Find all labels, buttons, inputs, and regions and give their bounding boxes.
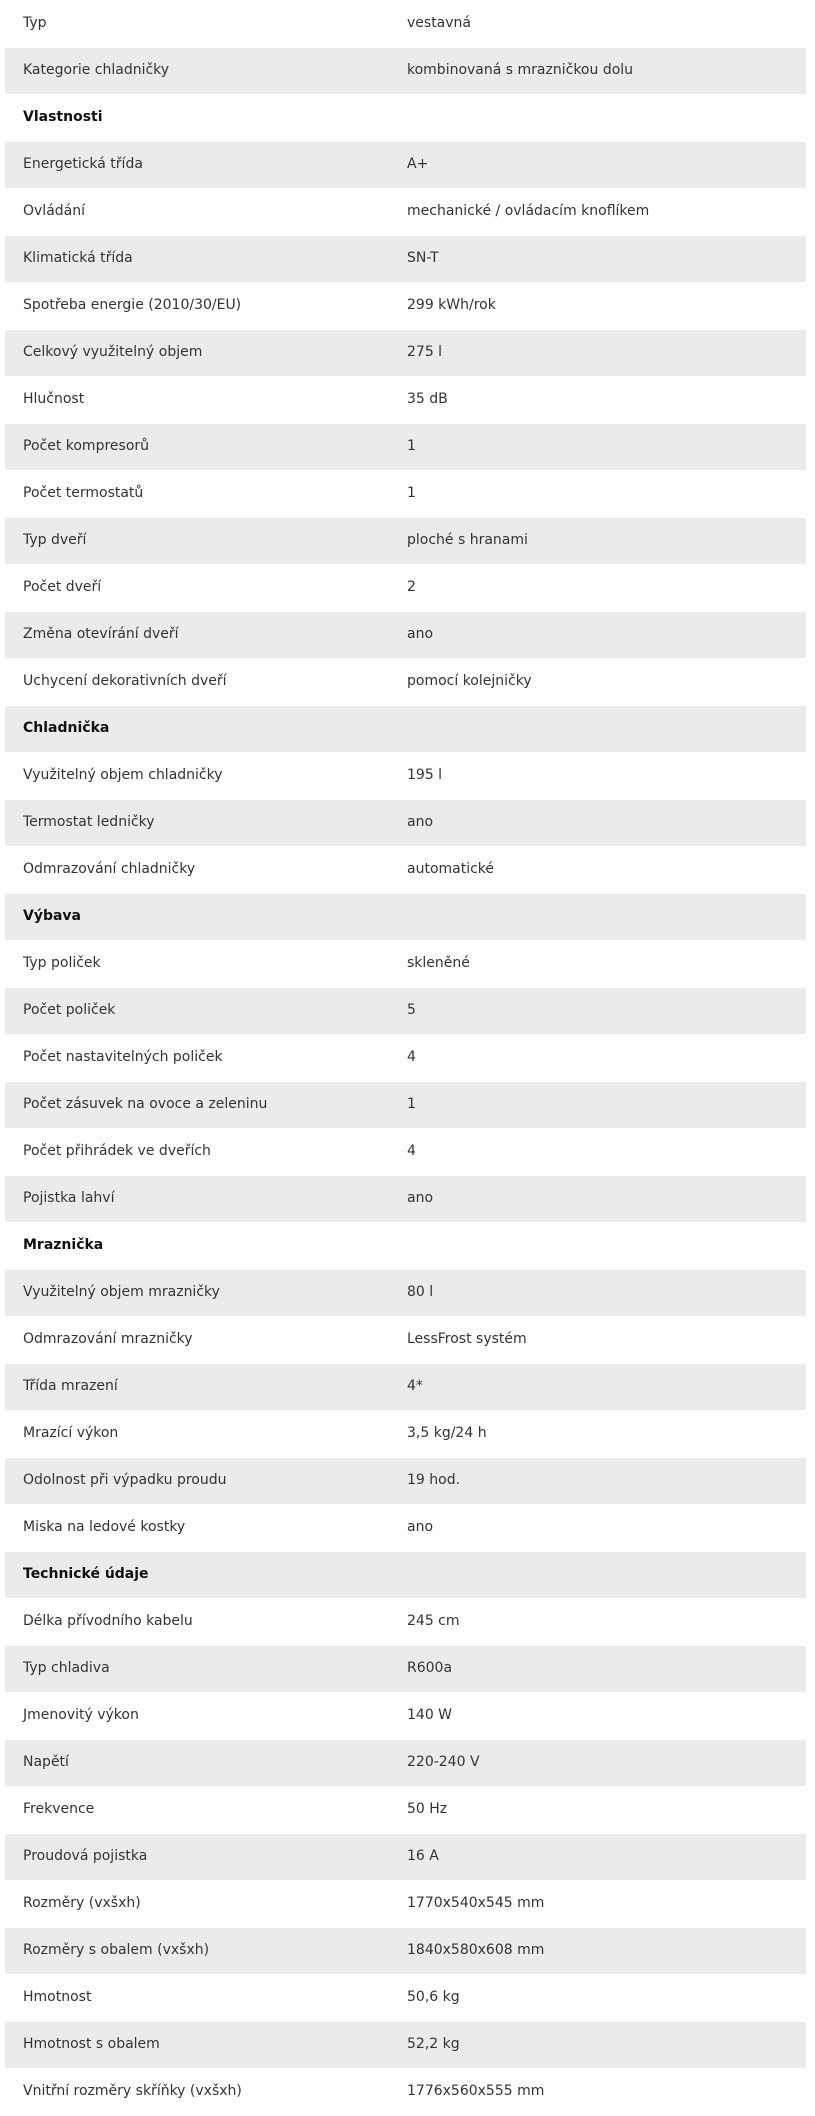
- spec-row: [5, 1786, 806, 1833]
- spec-value: skleněné: [405, 940, 806, 987]
- spec-row: [5, 1974, 806, 2021]
- spec-row: [5, 329, 806, 376]
- spec-value: 80 l: [405, 1269, 806, 1316]
- spec-row: [5, 517, 806, 564]
- section-title: Vlastnosti: [5, 94, 405, 141]
- spec-value: ploché s hranami: [405, 517, 806, 564]
- spec-label: Využitelný objem chladničky: [5, 752, 405, 799]
- spec-value: 4: [405, 1128, 806, 1175]
- spec-row: [5, 1034, 806, 1081]
- spec-row: [5, 1598, 806, 1645]
- spec-row: [5, 423, 806, 470]
- spec-label: Typ dveří: [5, 517, 405, 564]
- spec-label: Kategorie chladničky: [5, 47, 405, 94]
- spec-label: Počet kompresorů: [5, 423, 405, 470]
- section-title: Výbava: [5, 893, 405, 940]
- spec-value: 220-240 V: [405, 1739, 806, 1786]
- section-header-row: [5, 893, 806, 940]
- spec-value: 1: [405, 470, 806, 517]
- spec-label: Odolnost při výpadku proudu: [5, 1457, 405, 1504]
- spec-row: [5, 282, 806, 329]
- spec-value: 4: [405, 1034, 806, 1081]
- spec-row: [5, 846, 806, 893]
- spec-label: Ovládání: [5, 188, 405, 235]
- spec-value: pomocí kolejničky: [405, 658, 806, 705]
- spec-label: Počet dveří: [5, 564, 405, 611]
- spec-row: [5, 141, 806, 188]
- section-title: Mraznička: [5, 1222, 405, 1269]
- section-empty-cell: [405, 1222, 806, 1269]
- spec-row: [5, 564, 806, 611]
- section-empty-cell: [405, 1551, 806, 1598]
- spec-value: 1776x560x555 mm: [405, 2068, 806, 2115]
- spec-row: [5, 1457, 806, 1504]
- spec-value: ano: [405, 1504, 806, 1551]
- spec-label: Pojistka lahví: [5, 1175, 405, 1222]
- spec-label: Typ chladiva: [5, 1645, 405, 1692]
- spec-row: [5, 752, 806, 799]
- section-empty-cell: [405, 705, 806, 752]
- spec-value: 16 A: [405, 1833, 806, 1880]
- section-empty-cell: [405, 893, 806, 940]
- spec-value: ano: [405, 611, 806, 658]
- spec-row: [5, 47, 806, 94]
- spec-value: LessFrost systém: [405, 1316, 806, 1363]
- spec-value: vestavná: [405, 0, 806, 47]
- spec-value: 275 l: [405, 329, 806, 376]
- spec-label: Třída mrazení: [5, 1363, 405, 1410]
- spec-row: [5, 1410, 806, 1457]
- spec-value: mechanické / ovládacím knoflíkem: [405, 188, 806, 235]
- section-header-row: [5, 1551, 806, 1598]
- spec-row: [5, 940, 806, 987]
- spec-row: [5, 1692, 806, 1739]
- spec-label: Délka přívodního kabelu: [5, 1598, 405, 1645]
- spec-value: ano: [405, 1175, 806, 1222]
- spec-label: Počet poliček: [5, 987, 405, 1034]
- spec-value: 140 W: [405, 1692, 806, 1739]
- spec-value: 195 l: [405, 752, 806, 799]
- section-title: Chladnička: [5, 705, 405, 752]
- section-empty-cell: [405, 94, 806, 141]
- spec-row: [5, 1175, 806, 1222]
- spec-label: Klimatická třída: [5, 235, 405, 282]
- spec-label: Využitelný objem mrazničky: [5, 1269, 405, 1316]
- spec-row: [5, 1081, 806, 1128]
- spec-value: 35 dB: [405, 376, 806, 423]
- spec-row: [5, 1128, 806, 1175]
- spec-value: 19 hod.: [405, 1457, 806, 1504]
- spec-label: Rozměry s obalem (vxšxh): [5, 1927, 405, 1974]
- section-header-row: [5, 705, 806, 752]
- spec-value: 3,5 kg/24 h: [405, 1410, 806, 1457]
- spec-label: Změna otevírání dveří: [5, 611, 405, 658]
- spec-row: [5, 987, 806, 1034]
- spec-row: [5, 470, 806, 517]
- spec-label: Hmotnost: [5, 1974, 405, 2021]
- spec-value: SN-T: [405, 235, 806, 282]
- spec-value: R600a: [405, 1645, 806, 1692]
- spec-row: [5, 0, 806, 47]
- section-header-row: [5, 94, 806, 141]
- section-header-row: [5, 1222, 806, 1269]
- spec-label: Počet zásuvek na ovoce a zeleninu: [5, 1081, 405, 1128]
- spec-row: [5, 611, 806, 658]
- spec-row: [5, 2068, 806, 2115]
- spec-row: [5, 1833, 806, 1880]
- spec-row: [5, 235, 806, 282]
- spec-label: Proudová pojistka: [5, 1833, 405, 1880]
- spec-label: Miska na ledové kostky: [5, 1504, 405, 1551]
- spec-row: [5, 1880, 806, 1927]
- spec-label: Uchycení dekorativních dveří: [5, 658, 405, 705]
- spec-label: Typ: [5, 0, 405, 47]
- spec-label: Odmrazování mrazničky: [5, 1316, 405, 1363]
- spec-value: 1840x580x608 mm: [405, 1927, 806, 1974]
- spec-label: Vnitřní rozměry skříňky (vxšxh): [5, 2068, 405, 2115]
- spec-value: 52,2 kg: [405, 2021, 806, 2068]
- spec-table-body: [5, 0, 806, 2115]
- spec-row: [5, 799, 806, 846]
- spec-label: Napětí: [5, 1739, 405, 1786]
- spec-value: 4*: [405, 1363, 806, 1410]
- spec-label: Počet nastavitelných poliček: [5, 1034, 405, 1081]
- spec-label: Hlučnost: [5, 376, 405, 423]
- spec-label: Energetická třída: [5, 141, 405, 188]
- spec-label: Počet termostatů: [5, 470, 405, 517]
- spec-value: ano: [405, 799, 806, 846]
- spec-row: [5, 1739, 806, 1786]
- spec-table: [5, 0, 806, 2116]
- spec-row: [5, 2021, 806, 2068]
- spec-label: Odmrazování chladničky: [5, 846, 405, 893]
- spec-value: automatické: [405, 846, 806, 893]
- spec-value: 299 kWh/rok: [405, 282, 806, 329]
- spec-value: 50 Hz: [405, 1786, 806, 1833]
- spec-row: [5, 1316, 806, 1363]
- spec-value: 50,6 kg: [405, 1974, 806, 2021]
- spec-value: 245 cm: [405, 1598, 806, 1645]
- spec-row: [5, 188, 806, 235]
- spec-value: 1770x540x545 mm: [405, 1880, 806, 1927]
- spec-label: Frekvence: [5, 1786, 405, 1833]
- spec-label: Jmenovitý výkon: [5, 1692, 405, 1739]
- spec-label: Typ poliček: [5, 940, 405, 987]
- spec-label: Spotřeba energie (2010/30/EU): [5, 282, 405, 329]
- spec-row: [5, 1927, 806, 1974]
- spec-label: Počet přihrádek ve dveřích: [5, 1128, 405, 1175]
- spec-row: [5, 1504, 806, 1551]
- spec-row: [5, 1645, 806, 1692]
- spec-label: Rozměry (vxšxh): [5, 1880, 405, 1927]
- spec-value: 2: [405, 564, 806, 611]
- spec-row: [5, 1269, 806, 1316]
- spec-value: 5: [405, 987, 806, 1034]
- spec-row: [5, 658, 806, 705]
- spec-label: Celkový využitelný objem: [5, 329, 405, 376]
- spec-row: [5, 376, 806, 423]
- spec-value: 1: [405, 1081, 806, 1128]
- section-title: Technické údaje: [5, 1551, 405, 1598]
- spec-label: Mrazící výkon: [5, 1410, 405, 1457]
- spec-value: kombinovaná s mrazničkou dolu: [405, 47, 806, 94]
- spec-value: 1: [405, 423, 806, 470]
- spec-label: Termostat ledničky: [5, 799, 405, 846]
- spec-label: Hmotnost s obalem: [5, 2021, 405, 2068]
- spec-row: [5, 1363, 806, 1410]
- spec-value: A+: [405, 141, 806, 188]
